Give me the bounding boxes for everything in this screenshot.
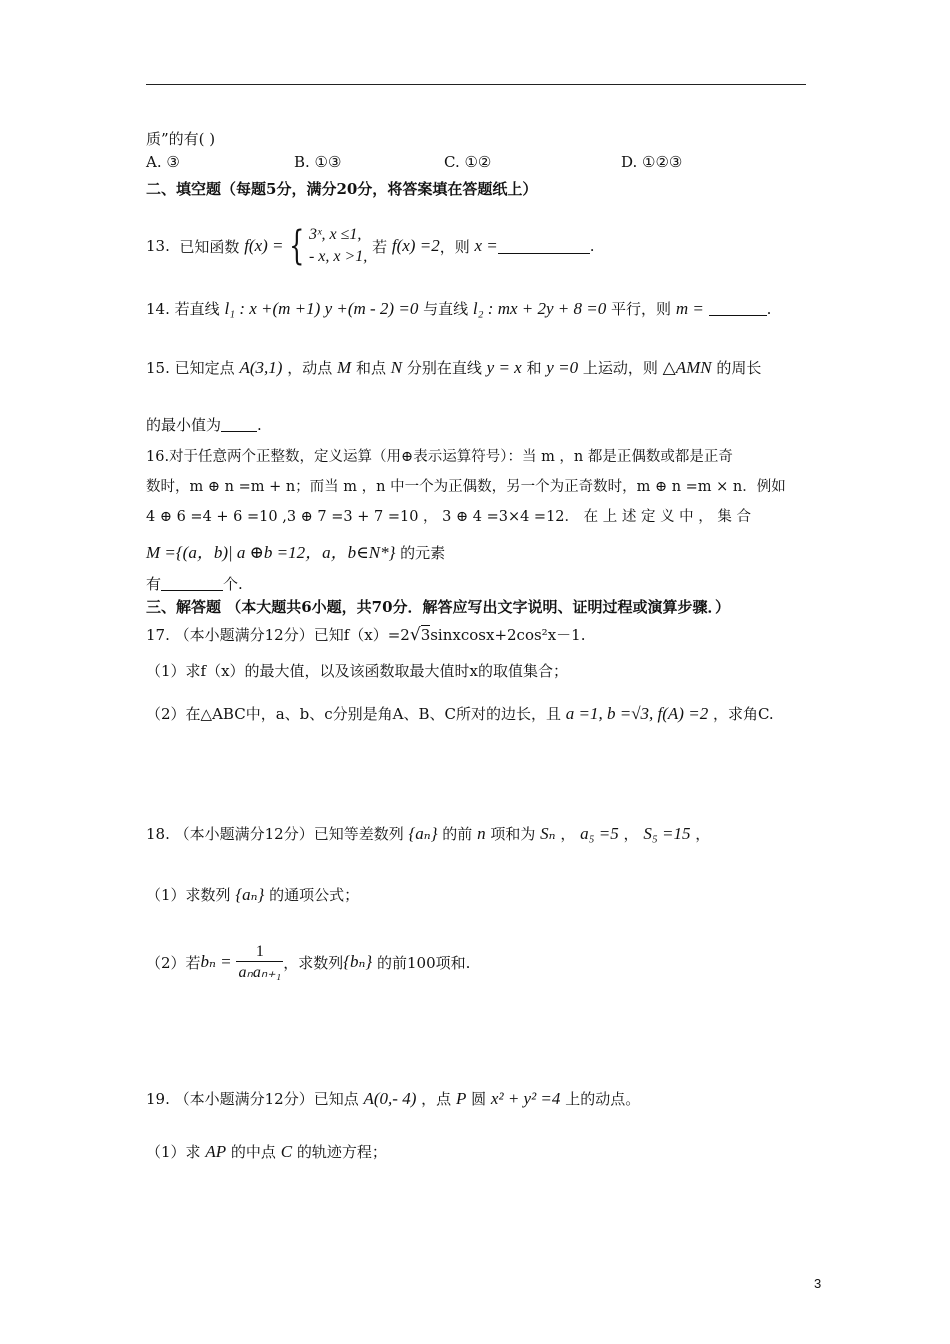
q19-point-c: C — [280, 1142, 293, 1161]
q13-brace: { — [288, 223, 304, 269]
q19-text-3: 上的动点。 — [565, 1090, 641, 1108]
q13-text-mid: 若 — [372, 237, 388, 256]
q15-number: 15. — [146, 359, 170, 377]
q13-number: 13. — [146, 237, 170, 255]
q14-line-1: l₁ : x +(m +1) y +(m - 2) =0 — [224, 299, 419, 318]
q17-head-pre: 17. （本小题满分12分）已知f（x）=2 — [146, 626, 410, 644]
q13-case-1: 3ˣ, x ≤1, — [308, 226, 362, 243]
q18-part-2-post: 的前100项和. — [377, 953, 471, 972]
q16-answer-blank[interactable] — [161, 575, 223, 591]
q18-bn: bₙ = — [200, 952, 232, 971]
q13-case-2: - x, x >1, — [308, 248, 368, 265]
q15-text-4: 和 — [526, 359, 542, 377]
q15-triangle: △AMN — [662, 358, 712, 377]
q15-text-3: 分别在直线 — [406, 359, 482, 377]
q17-part-2-post: ，求角C. — [712, 705, 774, 723]
q18-n: n — [477, 824, 486, 843]
q13-condition: f(x) =2 — [391, 236, 440, 255]
q17-part-1: （1）求f（x）的最大值，以及该函数取最大值时x的取值集合； — [146, 662, 569, 680]
question-15-line-2 — [146, 414, 262, 435]
q19-part-1-pre: （1）求 — [146, 1143, 201, 1161]
q15-period: . — [257, 416, 262, 434]
q15-text-2: 和点 — [355, 359, 386, 377]
q15-text-line2: 的最小值为 — [146, 416, 222, 434]
q18-part-2 — [146, 938, 470, 986]
q18-fraction — [236, 943, 283, 982]
q17-part-2-math: a =1, b =√3, f(A) =2 — [565, 704, 709, 723]
q14-number: 14. — [146, 300, 170, 318]
q18-part-1-sequence: {aₙ} — [235, 885, 265, 904]
q12-option-c: C. ①② — [444, 153, 492, 171]
question-13: 13. 已知函数 f(x) = { 3ˣ, x ≤1, - x, x >1, 若 f(x) =2 ，则 x = . — [146, 223, 595, 269]
q19-point-a: A(0,- 4) — [363, 1089, 417, 1108]
q19-head-pre: 19. （本小题满分12分）已知点 — [146, 1090, 359, 1108]
q18-sum: Sₙ — [540, 824, 556, 843]
header-rule — [146, 84, 806, 85]
q13-answer-blank[interactable] — [498, 238, 590, 254]
q15-point-n: N — [390, 358, 403, 377]
q14-text-mid: 与直线 — [423, 300, 469, 318]
q12-option-d: D. ①②③ — [621, 153, 683, 171]
q15-text-5: 上运动，则 — [582, 359, 658, 377]
q18-part-1-post: 的通项公式； — [269, 886, 360, 904]
q18-sequence-a: {aₙ} — [408, 824, 438, 843]
q18-a5: a₅ =5 — [580, 824, 619, 843]
q18-fraction-denominator: aₙaₙ₊₁ — [238, 963, 282, 981]
q13-variable: x = — [474, 236, 498, 255]
q14-line-2: l₂ : mx + 2y + 8 =0 — [472, 299, 607, 318]
q18-part-1 — [146, 884, 359, 905]
q18-head-pre: 18. （本小题满分12分）已知等差数列 — [146, 825, 404, 843]
question-14: 14. 若直线 l₁ : x +(m +1) y +(m - 2) =0 与直线 l₂ : mx + 2y + 8 =0 平行，则 m = . — [146, 299, 772, 318]
q14-text-post: 平行，则 — [611, 300, 672, 318]
q18-text-2: 项和为 — [490, 825, 536, 843]
q15-line-1: y = x — [486, 358, 522, 377]
q17-part-2-pre: （2）在△ABC中，a、b、c分别是角A、B、C所对的边长，且 — [146, 705, 561, 723]
q18-text-1: 的前 — [442, 825, 473, 843]
q19-text-1: ，点 — [421, 1090, 452, 1108]
q18-part-1-pre: （1）求数列 — [146, 886, 231, 904]
q16-line-4 — [146, 538, 445, 563]
question-18 — [146, 823, 710, 844]
q18-text-4: ， — [623, 825, 639, 843]
q18-part-2-pre: （2）若 — [146, 953, 201, 972]
q13-text-pre: 已知函数 — [179, 237, 240, 256]
q18-part-2-mid: ，求数列 — [283, 953, 344, 972]
sqrt-icon: √ — [409, 625, 421, 645]
q13-text-post: ，则 — [439, 237, 470, 256]
q18-fraction-numerator: 1 — [236, 943, 283, 962]
q18-s5: S₅ =15 — [643, 824, 691, 843]
q19-text-2: 圆 — [471, 1090, 487, 1108]
q16-text-have: 有 — [146, 575, 162, 593]
q15-text-pre: 已知定点 — [174, 359, 235, 377]
q19-part-1-post: 的轨迹方程； — [296, 1143, 387, 1161]
q15-point-a: A(3,1) — [239, 358, 283, 377]
q12-option-b: B. ①③ — [294, 153, 342, 171]
q19-part-1 — [146, 1141, 387, 1162]
q15-line-2: y =0 — [546, 358, 579, 377]
q16-line-5 — [146, 573, 243, 594]
q14-variable: m = — [675, 299, 704, 318]
q16-set-m: M ={(a，b)| a ⊕b =12，a，b∈N*} — [146, 543, 396, 562]
q17-part-2 — [146, 703, 774, 724]
q19-point-p: P — [455, 1089, 467, 1108]
q13-function: f(x) = — [244, 236, 284, 255]
q16-line-2: 数时，m ⊕ n =m + n；而当 m ，n 中一个为正偶数，另一个为正奇数时，m ⊕ n =m × n．例如 — [146, 479, 786, 495]
q18-text-3: ， — [560, 825, 576, 843]
q13-piecewise — [309, 224, 367, 268]
q15-answer-blank[interactable] — [221, 416, 257, 432]
q16-line-3: 4 ⊕ 6 =4 + 6 =10 ,3 ⊕ 7 =3 + 7 =10 ， 3 ⊕ 4 =3×4 =12． 在 上 述 定 义 中 ， 集 合 — [146, 509, 752, 525]
q15-text-1: ，动点 — [287, 359, 333, 377]
q14-answer-blank[interactable] — [709, 300, 767, 316]
q18-text-5: ， — [695, 825, 711, 843]
q17-sqrt-value: 3 — [420, 626, 431, 644]
q14-text-pre: 若直线 — [174, 300, 220, 318]
q15-point-m: M — [336, 358, 352, 377]
q12-tail: 质”的有( ) — [146, 130, 216, 148]
q16-line-1: 16.对于任意两个正整数，定义运算（用⊕表示运算符号）：当 m ，n 都是正偶数或都是正奇 — [146, 449, 733, 465]
section-2-heading: 二、填空题（每题5分，满分20分，将答案填在答题纸上） — [146, 180, 538, 198]
q17-head-post: sinxcosx+2cos²x－1. — [430, 626, 586, 644]
question-17 — [146, 624, 585, 645]
question-15 — [146, 357, 761, 378]
section-3-heading: 三、解答题 （本大题共6小题，共70分．解答应写出文字说明、证明过程或演算步骤．） — [146, 598, 731, 616]
q19-part-1-mid: 的中点 — [230, 1143, 276, 1161]
question-19 — [146, 1088, 640, 1109]
q16-text-elements: 的元素 — [400, 544, 446, 562]
q18-sequence-b: {bₙ} — [343, 952, 373, 971]
q16-text-count: 个. — [223, 575, 243, 593]
q15-text-6: 的周长 — [716, 359, 762, 377]
q12-option-a: A. ③ — [146, 153, 180, 171]
q19-segment-ap: AP — [205, 1142, 227, 1161]
q19-circle: x² + y² =4 — [490, 1089, 561, 1108]
page-number: 3 — [814, 1276, 822, 1291]
